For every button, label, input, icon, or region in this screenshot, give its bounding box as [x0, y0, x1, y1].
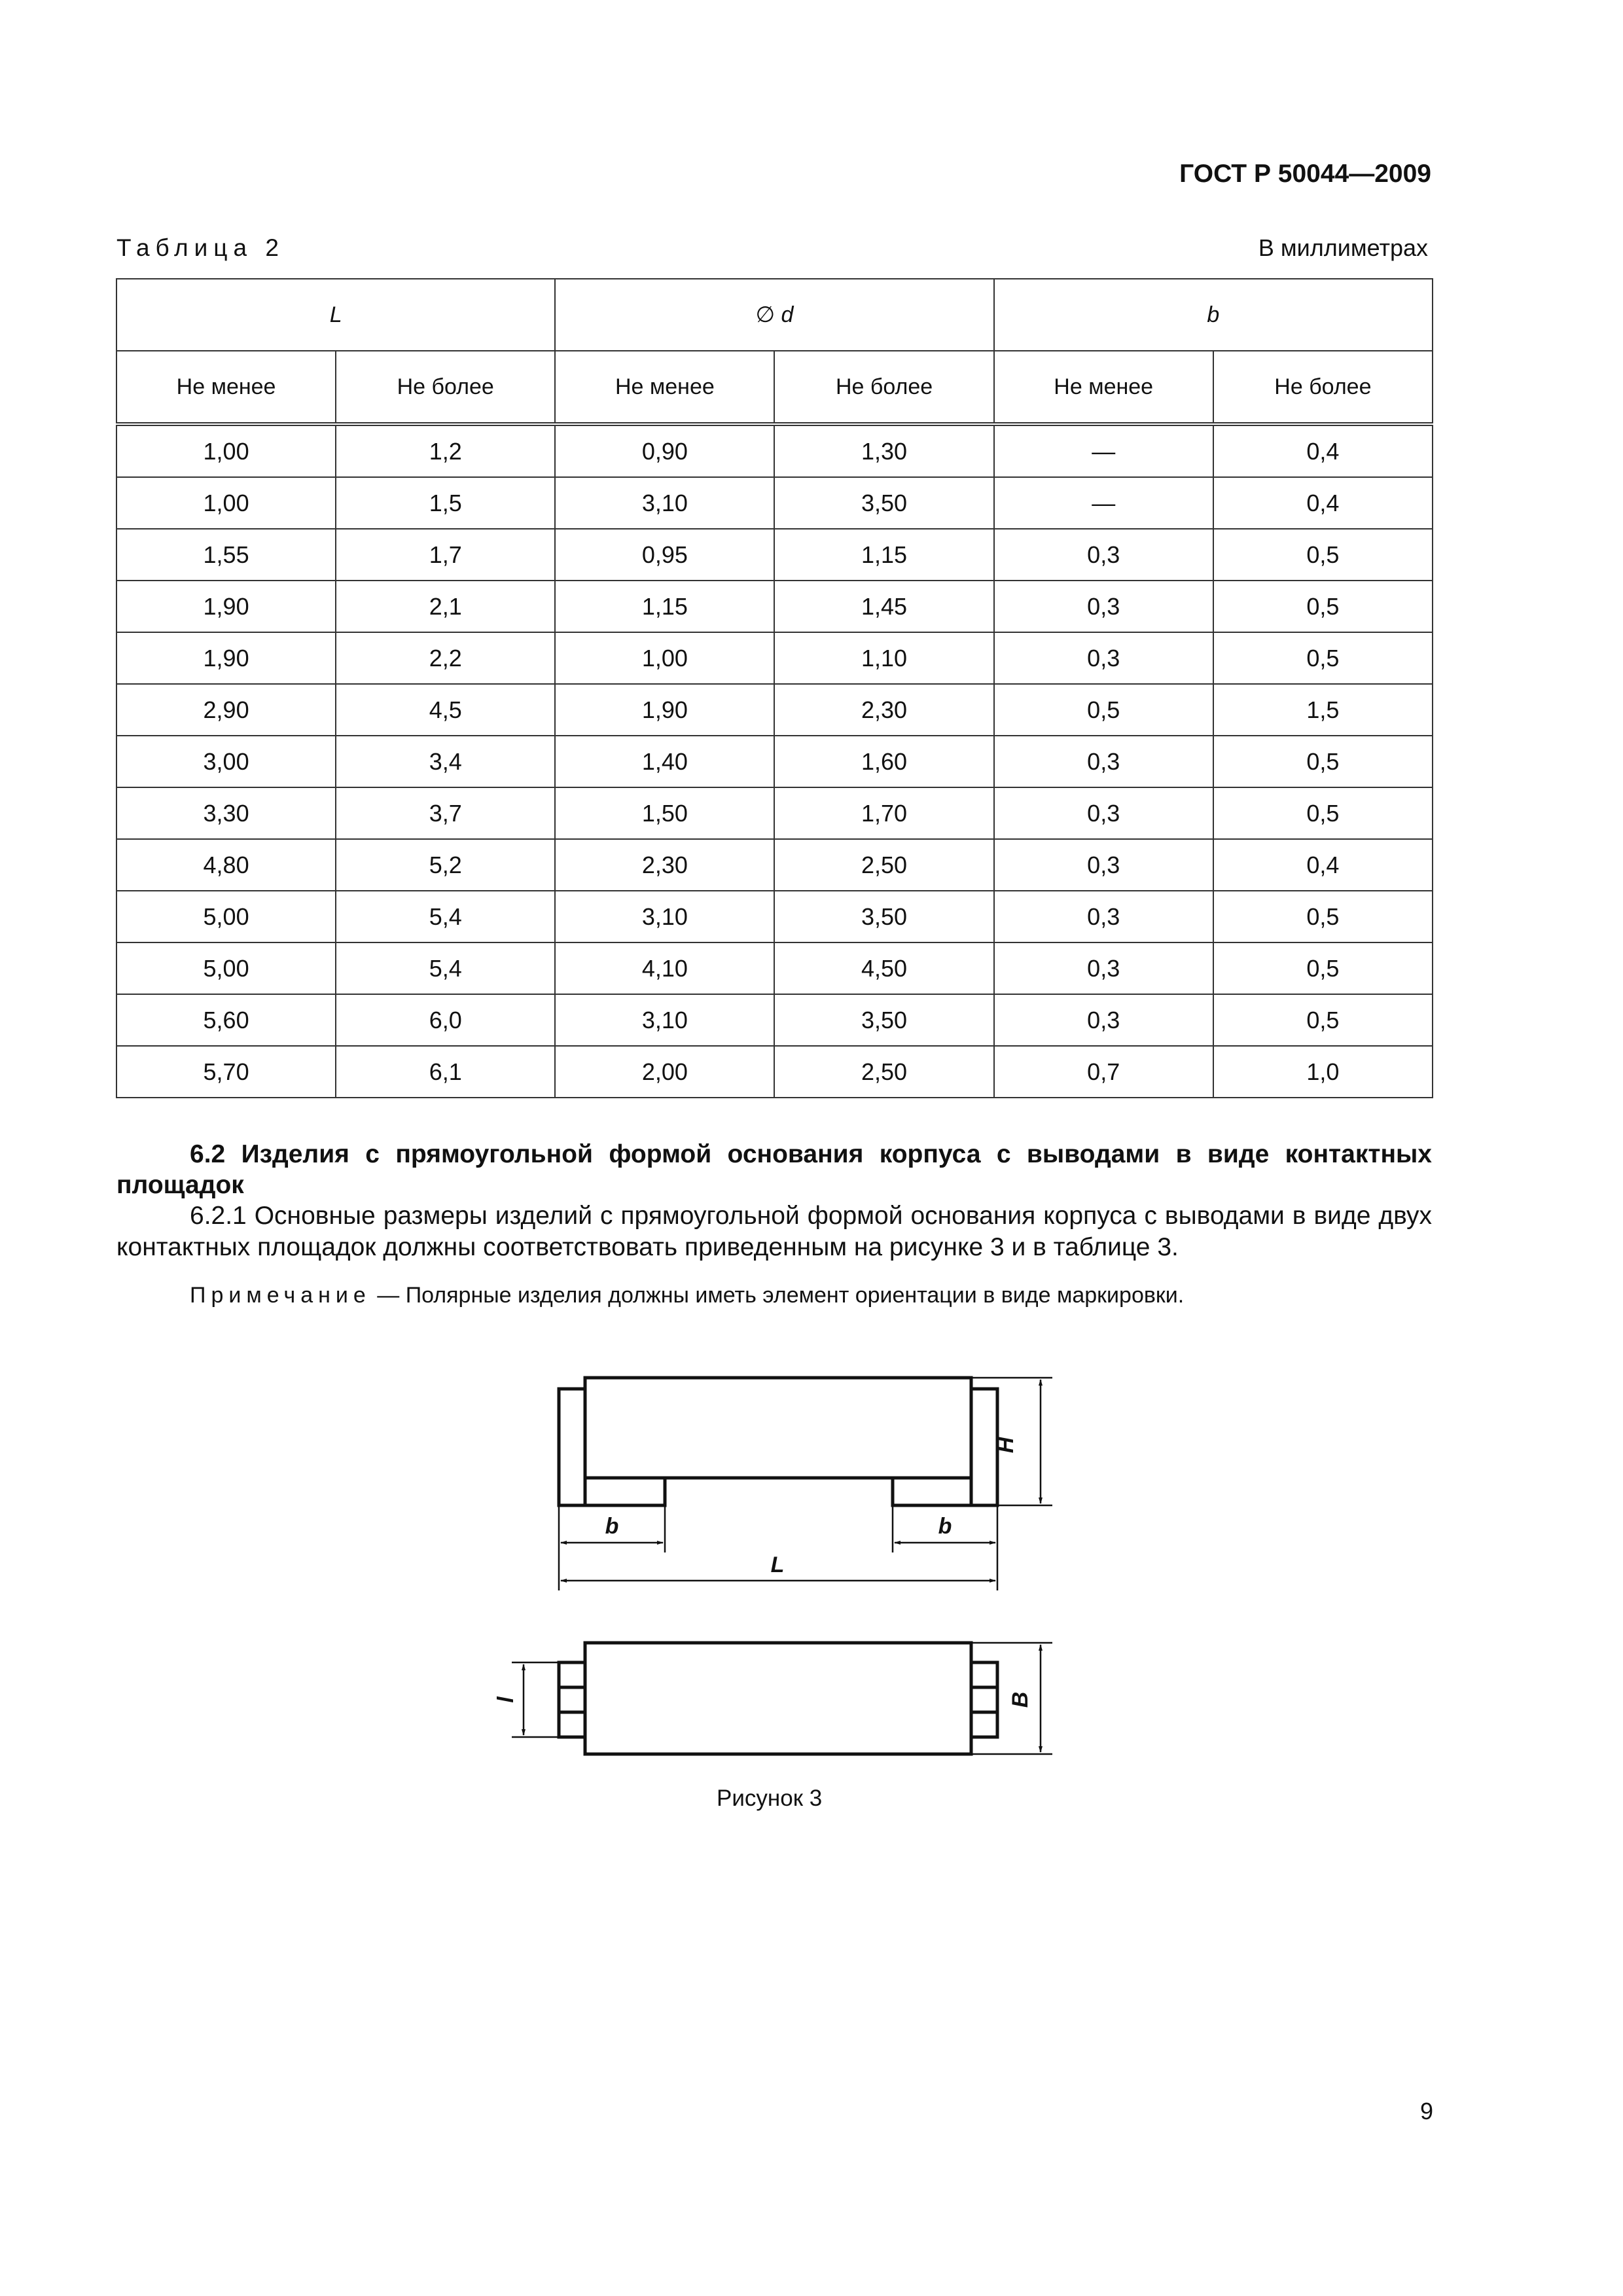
- table-cell: 5,00: [116, 942, 336, 994]
- table-row: [116, 684, 1433, 736]
- table-cell: 5,2: [336, 839, 555, 891]
- table-row: [116, 891, 1433, 942]
- table-cell: 1,10: [774, 632, 993, 684]
- table-row: [116, 736, 1433, 787]
- table-cell: 3,7: [336, 787, 555, 839]
- table-cell: 2,1: [336, 581, 555, 632]
- top-view: [559, 1643, 997, 1754]
- table-cell: 1,90: [116, 581, 336, 632]
- table-row: [116, 424, 1433, 477]
- table-cell: 0,3: [994, 942, 1213, 994]
- table-row: [116, 994, 1433, 1046]
- table-cell: 1,00: [555, 632, 774, 684]
- table-row: [116, 529, 1433, 581]
- table-cell: 3,50: [774, 994, 993, 1046]
- table-row: [116, 581, 1433, 632]
- note: [190, 1283, 1184, 1308]
- section-paragraph: 6.2.1 Основные размеры изделий с прямоугольной формой основания корпуса с выводами в виде двух контактных площадок должны соответствовать приведенным на рисунке 3 и в таблице 3.: [116, 1202, 1432, 1261]
- component-body-side: [585, 1378, 971, 1478]
- component-body-top: [585, 1643, 971, 1754]
- table-cell: 3,50: [774, 891, 993, 942]
- table-cell: 3,10: [555, 891, 774, 942]
- table-cell: 1,00: [116, 424, 336, 477]
- table-cell: 3,30: [116, 787, 336, 839]
- figure-caption: Рисунок 3: [717, 1785, 823, 1811]
- table-cell: 1,90: [116, 632, 336, 684]
- right-terminal: [971, 1389, 997, 1505]
- table-cell: 5,4: [336, 891, 555, 942]
- table-cell: 0,5: [1213, 529, 1433, 581]
- section-title: 6.2 Изделия с прямоугольной формой основания корпуса с выводами в виде контактных площадок: [116, 1140, 1432, 1199]
- label-L: L: [770, 1552, 785, 1577]
- table-cell: 0,5: [1213, 942, 1433, 994]
- table-cell: 6,0: [336, 994, 555, 1046]
- table-cell: 1,2: [336, 424, 555, 477]
- side-dimensions: [559, 1378, 1052, 1590]
- column-header: Не более: [1213, 351, 1433, 424]
- table-cell: 0,3: [994, 994, 1213, 1046]
- table-cell: 0,5: [1213, 632, 1433, 684]
- table-cell: 0,3: [994, 891, 1213, 942]
- table-cell: 3,10: [555, 477, 774, 529]
- label-H: H: [993, 1437, 1018, 1454]
- table-body: [116, 424, 1433, 1098]
- table-cell: 1,30: [774, 424, 993, 477]
- table-cell: 2,90: [116, 684, 336, 736]
- table-cell: —: [994, 477, 1213, 529]
- left-pad: [559, 1478, 665, 1505]
- table-cell: 5,70: [116, 1046, 336, 1098]
- column-group-d: ∅ d: [555, 279, 993, 351]
- right-terminal-top: [971, 1662, 997, 1737]
- table-cell: 0,4: [1213, 839, 1433, 891]
- table-cell: 2,50: [774, 839, 993, 891]
- column-header: Не менее: [555, 351, 774, 424]
- table-row: [116, 942, 1433, 994]
- side-view: [559, 1378, 997, 1505]
- table-cell: 1,15: [774, 529, 993, 581]
- document-id: ГОСТ Р 50044—2009: [1179, 160, 1431, 188]
- left-terminal: [559, 1389, 585, 1505]
- table-cell: 0,3: [994, 839, 1213, 891]
- table-cell: 3,00: [116, 736, 336, 787]
- table-row: [116, 477, 1433, 529]
- table-cell: 1,40: [555, 736, 774, 787]
- table-cell: 1,60: [774, 736, 993, 787]
- note-label: Примечание: [190, 1283, 371, 1308]
- table-row: [116, 787, 1433, 839]
- column-header: Не менее: [994, 351, 1213, 424]
- table-cell: 0,3: [994, 736, 1213, 787]
- table-units: В миллиметрах: [1258, 234, 1428, 261]
- left-terminal-top: [559, 1662, 585, 1737]
- table-cell: 5,4: [336, 942, 555, 994]
- table-cell: 3,10: [555, 994, 774, 1046]
- table-cell: 0,5: [1213, 787, 1433, 839]
- table-cell: 0,5: [1213, 891, 1433, 942]
- table-cell: 0,5: [1213, 581, 1433, 632]
- table-cell: 2,30: [555, 839, 774, 891]
- table-cell: 3,50: [774, 477, 993, 529]
- table-cell: 0,5: [1213, 736, 1433, 787]
- right-pad: [893, 1478, 997, 1505]
- table-caption: Таблица 2: [116, 234, 285, 261]
- table-cell: 1,70: [774, 787, 993, 839]
- column-group-L: L: [116, 279, 555, 351]
- table-cell: 4,5: [336, 684, 555, 736]
- top-dimensions: [512, 1643, 1052, 1754]
- table-cell: 1,90: [555, 684, 774, 736]
- table-cell: 0,5: [1213, 994, 1433, 1046]
- table-cell: 0,4: [1213, 477, 1433, 529]
- table-cell: 1,00: [116, 477, 336, 529]
- label-b-left: b: [605, 1514, 619, 1539]
- table-cell: 4,10: [555, 942, 774, 994]
- label-B: B: [1008, 1691, 1033, 1708]
- table-cell: 5,60: [116, 994, 336, 1046]
- table-cell: 3,4: [336, 736, 555, 787]
- label-l: l: [493, 1696, 518, 1703]
- table-cell: 1,0: [1213, 1046, 1433, 1098]
- table-cell: 1,15: [555, 581, 774, 632]
- table-cell: 0,95: [555, 529, 774, 581]
- table-cell: 1,55: [116, 529, 336, 581]
- table-cell: 2,30: [774, 684, 993, 736]
- column-group-b: b: [994, 279, 1433, 351]
- table-cell: 0,7: [994, 1046, 1213, 1098]
- table-cell: 1,50: [555, 787, 774, 839]
- page-number: 9: [1420, 2098, 1434, 2125]
- table-cell: —: [994, 424, 1213, 477]
- table-cell: 4,80: [116, 839, 336, 891]
- table-row: [116, 839, 1433, 891]
- table-cell: 2,2: [336, 632, 555, 684]
- table-cell: 0,3: [994, 632, 1213, 684]
- table-cell: 2,00: [555, 1046, 774, 1098]
- table-cell: 4,50: [774, 942, 993, 994]
- table-cell: 1,45: [774, 581, 993, 632]
- note-text: — Полярные изделия должны иметь элемент ориентации в виде маркировки.: [370, 1283, 1185, 1308]
- column-header: Не более: [336, 351, 555, 424]
- dimensions-table: [116, 278, 1433, 1098]
- table-cell: 1,5: [1213, 684, 1433, 736]
- table-row: [116, 632, 1433, 684]
- table-cell: 0,3: [994, 581, 1213, 632]
- table-cell: 0,3: [994, 529, 1213, 581]
- table-cell: 0,5: [994, 684, 1213, 736]
- column-header: Не менее: [116, 351, 336, 424]
- table-cell: 1,7: [336, 529, 555, 581]
- table-cell: 0,4: [1213, 424, 1433, 477]
- column-header: Не более: [774, 351, 993, 424]
- table-cell: 0,90: [555, 424, 774, 477]
- table-cell: 2,50: [774, 1046, 993, 1098]
- label-b-right: b: [938, 1514, 952, 1539]
- table-cell: 1,5: [336, 477, 555, 529]
- table-row: [116, 1046, 1433, 1098]
- table-cell: 0,3: [994, 787, 1213, 839]
- table-cell: 5,00: [116, 891, 336, 942]
- table-cell: 6,1: [336, 1046, 555, 1098]
